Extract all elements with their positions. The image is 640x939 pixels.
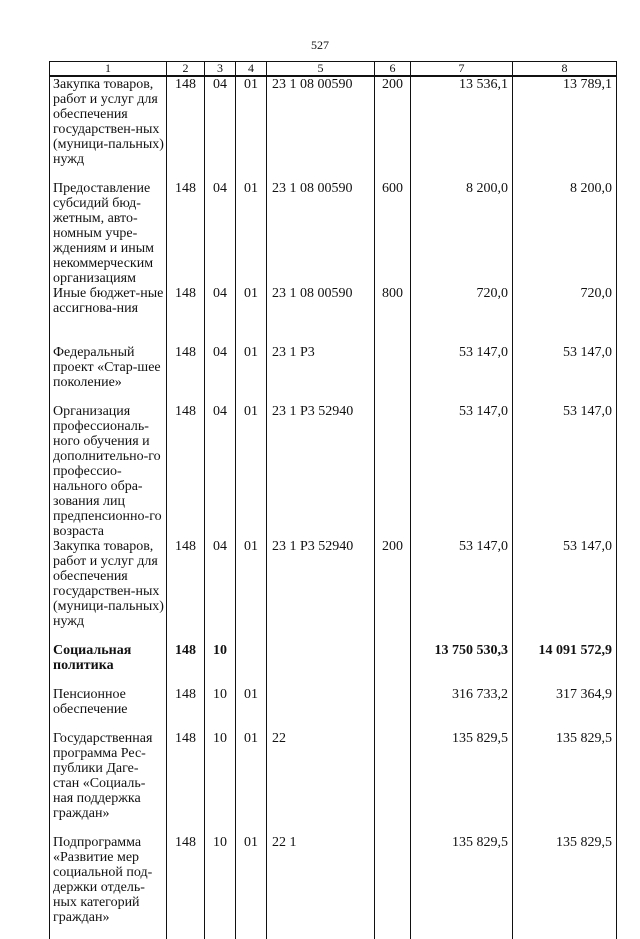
code-section: 10 bbox=[205, 643, 236, 687]
amount-year-1: 316 733,2 bbox=[411, 687, 513, 731]
code-subsection: 01 bbox=[236, 539, 267, 643]
item-name: Организация профессиональ-ного обучения и дополнительно-го профессио-нального обра-зования лиц предпенсионно-го возраста bbox=[50, 404, 167, 539]
code-section: 04 bbox=[205, 404, 236, 539]
code-expense-type bbox=[375, 643, 411, 687]
code-section: 04 bbox=[205, 286, 236, 345]
header-row bbox=[50, 62, 617, 77]
code-target-article: 23 1 08 00590 bbox=[267, 286, 375, 345]
code-expense-type bbox=[375, 404, 411, 539]
code-subsection: 01 bbox=[236, 835, 267, 939]
amount-year-1: 8 200,0 bbox=[411, 181, 513, 286]
amount-year-1: 13 750 530,3 bbox=[411, 643, 513, 687]
table-row bbox=[50, 76, 617, 181]
table-row bbox=[50, 286, 617, 345]
amount-year-2: 8 200,0 bbox=[513, 181, 617, 286]
code-target-article bbox=[267, 687, 375, 731]
code-target-article: 22 bbox=[267, 731, 375, 835]
amount-year-2: 53 147,0 bbox=[513, 404, 617, 539]
header-col-6: 6 bbox=[375, 62, 411, 77]
item-name: Государственная программа Рес-публики Даге-стан «Социаль-ная поддержка граждан» bbox=[50, 731, 167, 835]
code-ministry: 148 bbox=[167, 539, 205, 643]
code-expense-type: 200 bbox=[375, 76, 411, 181]
amount-year-2: 13 789,1 bbox=[513, 76, 617, 181]
code-section: 10 bbox=[205, 731, 236, 835]
code-target-article bbox=[267, 643, 375, 687]
item-name: Пенсионное обеспечение bbox=[50, 687, 167, 731]
amount-year-1: 720,0 bbox=[411, 286, 513, 345]
code-expense-type bbox=[375, 687, 411, 731]
table-row bbox=[50, 731, 617, 835]
code-ministry: 148 bbox=[167, 643, 205, 687]
header-col-4: 4 bbox=[236, 62, 267, 77]
item-name: Предоставление субсидий бюд-жетным, авто-номным учре-ждениям и иным некоммерческим организациям bbox=[50, 181, 167, 286]
amount-year-1: 53 147,0 bbox=[411, 539, 513, 643]
table-row bbox=[50, 539, 617, 643]
item-name: Закупка товаров, работ и услуг для обеспечения государствен-ных (муници-пальных) нужд bbox=[50, 539, 167, 643]
code-subsection: 01 bbox=[236, 181, 267, 286]
code-expense-type bbox=[375, 731, 411, 835]
code-subsection: 01 bbox=[236, 345, 267, 404]
amount-year-2: 14 091 572,9 bbox=[513, 643, 617, 687]
code-target-article: 23 1 08 00590 bbox=[267, 76, 375, 181]
amount-year-2: 317 364,9 bbox=[513, 687, 617, 731]
budget-table bbox=[49, 61, 617, 939]
table-row bbox=[50, 835, 617, 939]
code-target-article: 23 1 08 00590 bbox=[267, 181, 375, 286]
code-expense-type: 800 bbox=[375, 286, 411, 345]
code-target-article: 22 1 bbox=[267, 835, 375, 939]
table-row bbox=[50, 643, 617, 687]
header-col-1: 1 bbox=[50, 62, 167, 77]
page-number: 527 bbox=[311, 38, 329, 52]
code-subsection: 01 bbox=[236, 286, 267, 345]
header-col-5: 5 bbox=[267, 62, 375, 77]
code-ministry: 148 bbox=[167, 181, 205, 286]
table-row bbox=[50, 181, 617, 286]
code-ministry: 148 bbox=[167, 345, 205, 404]
code-section: 10 bbox=[205, 687, 236, 731]
item-name: Иные бюджет-ные ассигнова-ния bbox=[50, 286, 167, 345]
header-col-8: 8 bbox=[513, 62, 617, 77]
code-target-article: 23 1 Р3 52940 bbox=[267, 404, 375, 539]
amount-year-1: 135 829,5 bbox=[411, 835, 513, 939]
code-expense-type bbox=[375, 835, 411, 939]
code-ministry: 148 bbox=[167, 404, 205, 539]
amount-year-2: 135 829,5 bbox=[513, 835, 617, 939]
header-col-3: 3 bbox=[205, 62, 236, 77]
code-expense-type: 200 bbox=[375, 539, 411, 643]
code-section: 04 bbox=[205, 539, 236, 643]
code-subsection: 01 bbox=[236, 76, 267, 181]
table-header bbox=[50, 62, 617, 77]
code-section: 04 bbox=[205, 345, 236, 404]
amount-year-2: 720,0 bbox=[513, 286, 617, 345]
code-target-article: 23 1 Р3 bbox=[267, 345, 375, 404]
code-subsection: 01 bbox=[236, 687, 267, 731]
code-expense-type: 600 bbox=[375, 181, 411, 286]
code-subsection: 01 bbox=[236, 404, 267, 539]
table-row bbox=[50, 687, 617, 731]
amount-year-2: 53 147,0 bbox=[513, 345, 617, 404]
code-subsection bbox=[236, 643, 267, 687]
header-col-2: 2 bbox=[167, 62, 205, 77]
code-section: 04 bbox=[205, 181, 236, 286]
code-section: 10 bbox=[205, 835, 236, 939]
code-ministry: 148 bbox=[167, 76, 205, 181]
amount-year-2: 135 829,5 bbox=[513, 731, 617, 835]
code-target-article: 23 1 Р3 52940 bbox=[267, 539, 375, 643]
code-expense-type bbox=[375, 345, 411, 404]
amount-year-1: 53 147,0 bbox=[411, 404, 513, 539]
code-ministry: 148 bbox=[167, 687, 205, 731]
amount-year-2: 53 147,0 bbox=[513, 539, 617, 643]
table-row bbox=[50, 404, 617, 539]
table-row bbox=[50, 345, 617, 404]
code-section: 04 bbox=[205, 76, 236, 181]
code-ministry: 148 bbox=[167, 731, 205, 835]
amount-year-1: 13 536,1 bbox=[411, 76, 513, 181]
table-body bbox=[50, 76, 617, 939]
item-name: Подпрограмма «Развитие мер социальной под-держки отдель-ных категорий граждан» bbox=[50, 835, 167, 939]
header-col-7: 7 bbox=[411, 62, 513, 77]
amount-year-1: 53 147,0 bbox=[411, 345, 513, 404]
code-subsection: 01 bbox=[236, 731, 267, 835]
amount-year-1: 135 829,5 bbox=[411, 731, 513, 835]
code-ministry: 148 bbox=[167, 835, 205, 939]
item-name: Федеральный проект «Стар-шее поколение» bbox=[50, 345, 167, 404]
code-ministry: 148 bbox=[167, 286, 205, 345]
item-name: Социальная политика bbox=[50, 643, 167, 687]
item-name: Закупка товаров, работ и услуг для обеспечения государствен-ных (муници-пальных) нужд bbox=[50, 76, 167, 181]
